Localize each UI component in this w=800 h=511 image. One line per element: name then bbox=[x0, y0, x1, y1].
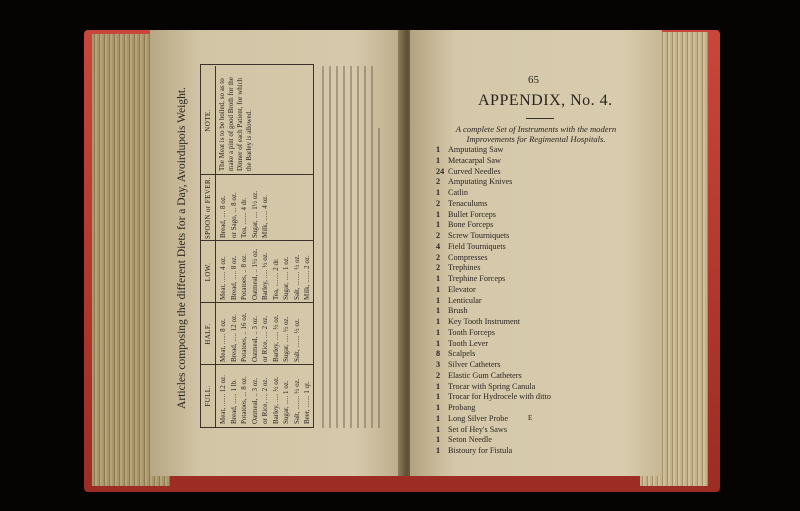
instrument-item bbox=[436, 349, 551, 360]
column-rows bbox=[218, 241, 313, 300]
diet-row: Barley, ..... ½ oz. bbox=[271, 314, 280, 362]
instrument-name: Probang bbox=[448, 403, 476, 412]
diet-row: Potatoes, ... 8 oz. bbox=[240, 376, 248, 424]
instrument-qty: 1 bbox=[436, 306, 441, 316]
instrument-qty: 2 bbox=[436, 263, 441, 273]
diet-row: Potatoes, .. 16 oz. bbox=[240, 312, 248, 362]
diet-row: Meat, ....... 12 oz. bbox=[219, 375, 227, 424]
instrument-qty: 4 bbox=[436, 241, 441, 251]
instrument-item bbox=[436, 339, 551, 350]
instrument-qty: 1 bbox=[436, 338, 441, 348]
instrument-name: Tooth Forceps bbox=[448, 327, 495, 337]
instrument-item bbox=[436, 296, 551, 307]
instrument-item bbox=[436, 328, 551, 339]
instrument-name: Brush bbox=[448, 306, 468, 316]
instrument-qty: 1 bbox=[436, 435, 441, 445]
instrument-name: Tenaculums bbox=[448, 198, 488, 208]
instrument-qty: 2 bbox=[436, 198, 441, 208]
instrument-item bbox=[436, 210, 551, 221]
instrument-item bbox=[436, 231, 551, 242]
column-header: FULL. bbox=[201, 365, 216, 427]
diet-row: Sugar, ..... ½ oz. bbox=[282, 316, 290, 362]
diet-row: Meat, ...... 4 oz. bbox=[219, 256, 227, 300]
column-rows bbox=[218, 303, 302, 362]
instrument-qty: 1 bbox=[436, 145, 441, 154]
column-rows bbox=[218, 175, 271, 238]
instrument-qty: 1 bbox=[436, 274, 441, 283]
instrument-name: Screw Tourniquets bbox=[448, 231, 510, 240]
diet-row: Bread, ...... 1 lb. bbox=[229, 379, 238, 424]
diet-row: Milk, ...... 4 oz. bbox=[261, 195, 269, 238]
instrument-item bbox=[436, 274, 551, 285]
diet-row: Sugar, .... 1½ oz. bbox=[250, 190, 259, 238]
instrument-item bbox=[436, 414, 551, 425]
instrument-name: Amputating Saw bbox=[448, 145, 504, 154]
instrument-name: Compresses bbox=[448, 252, 488, 262]
diet-row: or Rice, .... 2 oz. bbox=[261, 315, 269, 362]
instrument-item bbox=[436, 220, 551, 231]
instrument-qty: 2 bbox=[436, 370, 441, 380]
instrument-item bbox=[436, 435, 551, 446]
body-paragraph-illegible bbox=[318, 66, 391, 428]
instrument-qty: 1 bbox=[436, 424, 441, 434]
instrument-name: Elevator bbox=[448, 284, 476, 294]
instrument-name: Silver Catheters bbox=[448, 360, 501, 369]
instrument-name: Field Tourniquets bbox=[448, 241, 506, 251]
signature-mark: E bbox=[528, 414, 533, 422]
instrument-item bbox=[436, 167, 551, 178]
instrument-name: Amputating Knives bbox=[448, 177, 513, 187]
instrument-qty: 1 bbox=[436, 413, 441, 423]
instrument-name: Curved Needles bbox=[448, 166, 501, 176]
instrument-item bbox=[436, 425, 551, 436]
instrument-item bbox=[436, 392, 551, 403]
appendix-title: APPENDIX, No. 4. bbox=[478, 92, 613, 109]
instrument-item bbox=[436, 199, 551, 210]
diet-row: Salt, ....... ½ oz. bbox=[292, 318, 301, 362]
instrument-name: Lenticular bbox=[448, 295, 482, 305]
diet-row: Salt, ........ ½ oz. bbox=[292, 254, 301, 300]
instrument-item bbox=[436, 253, 551, 264]
instrument-name: Bistoury for Fistula bbox=[448, 446, 513, 455]
column-header: LOW. bbox=[201, 241, 216, 303]
instrument-item bbox=[436, 145, 551, 156]
diet-row: Barley, ..... ½ oz. bbox=[271, 376, 280, 424]
instrument-name: Elastic Gum Catheters bbox=[448, 370, 522, 380]
instrument-item bbox=[436, 188, 551, 199]
instrument-name: Tooth Lever bbox=[448, 338, 489, 348]
diet-row: or Sago, ... 8 oz. bbox=[229, 192, 238, 238]
diet-row: Oatmeal, .. 3 oz. bbox=[250, 315, 259, 362]
instrument-item bbox=[436, 156, 551, 167]
diet-row: Beer, ....... 1 qt. bbox=[303, 381, 311, 424]
page-number: 65 bbox=[528, 74, 539, 86]
diet-row: Tea, ....... 4 dr. bbox=[240, 198, 248, 238]
instrument-qty: 1 bbox=[436, 403, 441, 412]
diet-row: Bread, ..... 8 oz. bbox=[229, 255, 238, 300]
instrument-item bbox=[436, 446, 551, 457]
instrument-qty: 2 bbox=[436, 177, 441, 187]
instrument-qty: 8 bbox=[436, 349, 441, 359]
title-rule bbox=[526, 118, 554, 119]
instrument-name: Key Tooth Instrument bbox=[448, 317, 521, 326]
instrument-name: Metacarpal Saw bbox=[448, 155, 501, 165]
instrument-qty: 1 bbox=[436, 317, 441, 326]
instrument-item bbox=[436, 177, 551, 188]
diet-grid bbox=[200, 64, 314, 428]
instrument-qty: 1 bbox=[436, 284, 441, 294]
instrument-name: Seton Needle bbox=[448, 435, 492, 445]
column-rows bbox=[218, 365, 313, 424]
instrument-name: Catlin bbox=[448, 188, 469, 197]
instrument-qty: 3 bbox=[436, 360, 441, 369]
instrument-name: Long Silver Probe bbox=[448, 413, 509, 423]
faint-text-lines bbox=[318, 66, 388, 428]
column-header: SPOON or FEVER. bbox=[201, 175, 216, 241]
instrument-item bbox=[436, 317, 551, 328]
column-header: HALF. bbox=[201, 303, 216, 365]
instrument-item bbox=[436, 382, 551, 393]
diet-row: Tea, ........ 2 dr. bbox=[271, 258, 280, 300]
diet-row: Barley, ..... ½ oz. bbox=[261, 252, 269, 300]
instrument-qty: 1 bbox=[436, 381, 441, 391]
instrument-qty: 1 bbox=[436, 188, 441, 197]
column-full bbox=[201, 364, 313, 427]
column-note bbox=[201, 66, 313, 175]
instrument-qty: 1 bbox=[436, 220, 441, 230]
instrument-qty: 24 bbox=[436, 166, 445, 176]
instrument-qty: 1 bbox=[436, 446, 441, 455]
column-half bbox=[201, 302, 313, 365]
diet-row: or Rice, .... 2 oz. bbox=[261, 377, 269, 424]
diet-table-title: Articles composing the different Diets for a Day, Avoirdupois Weight. bbox=[176, 87, 188, 409]
instrument-name: Trephines bbox=[448, 263, 481, 273]
instrument-name: Bullet Forceps bbox=[448, 209, 496, 219]
diet-row: Sugar, ..... 1 oz. bbox=[282, 256, 290, 300]
instrument-item bbox=[436, 285, 551, 296]
diet-row: Meat, ...... 8 oz. bbox=[219, 318, 227, 362]
diet-row: Bread, .... 8 oz. bbox=[219, 195, 227, 238]
diet-row: Potatoes, .. 8 oz. bbox=[240, 253, 248, 300]
instrument-name: Scalpels bbox=[448, 349, 476, 359]
instrument-qty: 1 bbox=[436, 209, 441, 219]
diet-row: Bread, ..... 12 oz. bbox=[229, 314, 238, 362]
instrument-list bbox=[436, 145, 551, 457]
instrument-name: Bone Forceps bbox=[448, 220, 494, 230]
diet-table bbox=[178, 58, 402, 438]
appendix-caption: A complete Set of Instruments with the modern Improvements for Regimental Hospitals. bbox=[455, 124, 617, 144]
instrument-name: Trocar with Spring Canula bbox=[448, 381, 536, 391]
diet-row: Salt, ........ ½ oz. bbox=[292, 378, 301, 424]
column-spoon-fever bbox=[201, 174, 313, 241]
instrument-qty: 1 bbox=[436, 392, 441, 402]
column-low bbox=[201, 240, 313, 303]
diet-row: Oatmeal, .. 3 oz. bbox=[250, 377, 259, 424]
instrument-qty: 1 bbox=[436, 327, 441, 337]
instrument-qty: 1 bbox=[436, 155, 441, 165]
instrument-name: Set of Hey's Saws bbox=[448, 424, 508, 434]
diet-row: Milk, ....... 2 oz. bbox=[303, 255, 311, 300]
instrument-qty: 1 bbox=[436, 295, 441, 305]
diet-row: Oatmeal, .. 1½ oz. bbox=[250, 248, 259, 300]
note-text: The Meat is to be boiled, so as to make a pint of good Broth for the Dinner of each Patient, for which the Barley is allowed. bbox=[218, 77, 253, 171]
instrument-item bbox=[436, 306, 551, 317]
instrument-item bbox=[436, 371, 551, 382]
instrument-qty: 2 bbox=[436, 252, 441, 262]
instrument-item bbox=[436, 242, 551, 253]
instrument-item bbox=[436, 360, 551, 371]
note-header: NOTE. bbox=[201, 66, 216, 175]
instrument-item bbox=[436, 403, 551, 414]
instrument-name: Trephine Forceps bbox=[448, 274, 506, 283]
instrument-qty: 2 bbox=[436, 231, 441, 240]
instrument-item bbox=[436, 263, 551, 274]
instrument-name: Trocar for Hydrocele with ditto bbox=[448, 392, 551, 402]
diet-row: Sugar, ..... 1 oz. bbox=[282, 380, 290, 424]
